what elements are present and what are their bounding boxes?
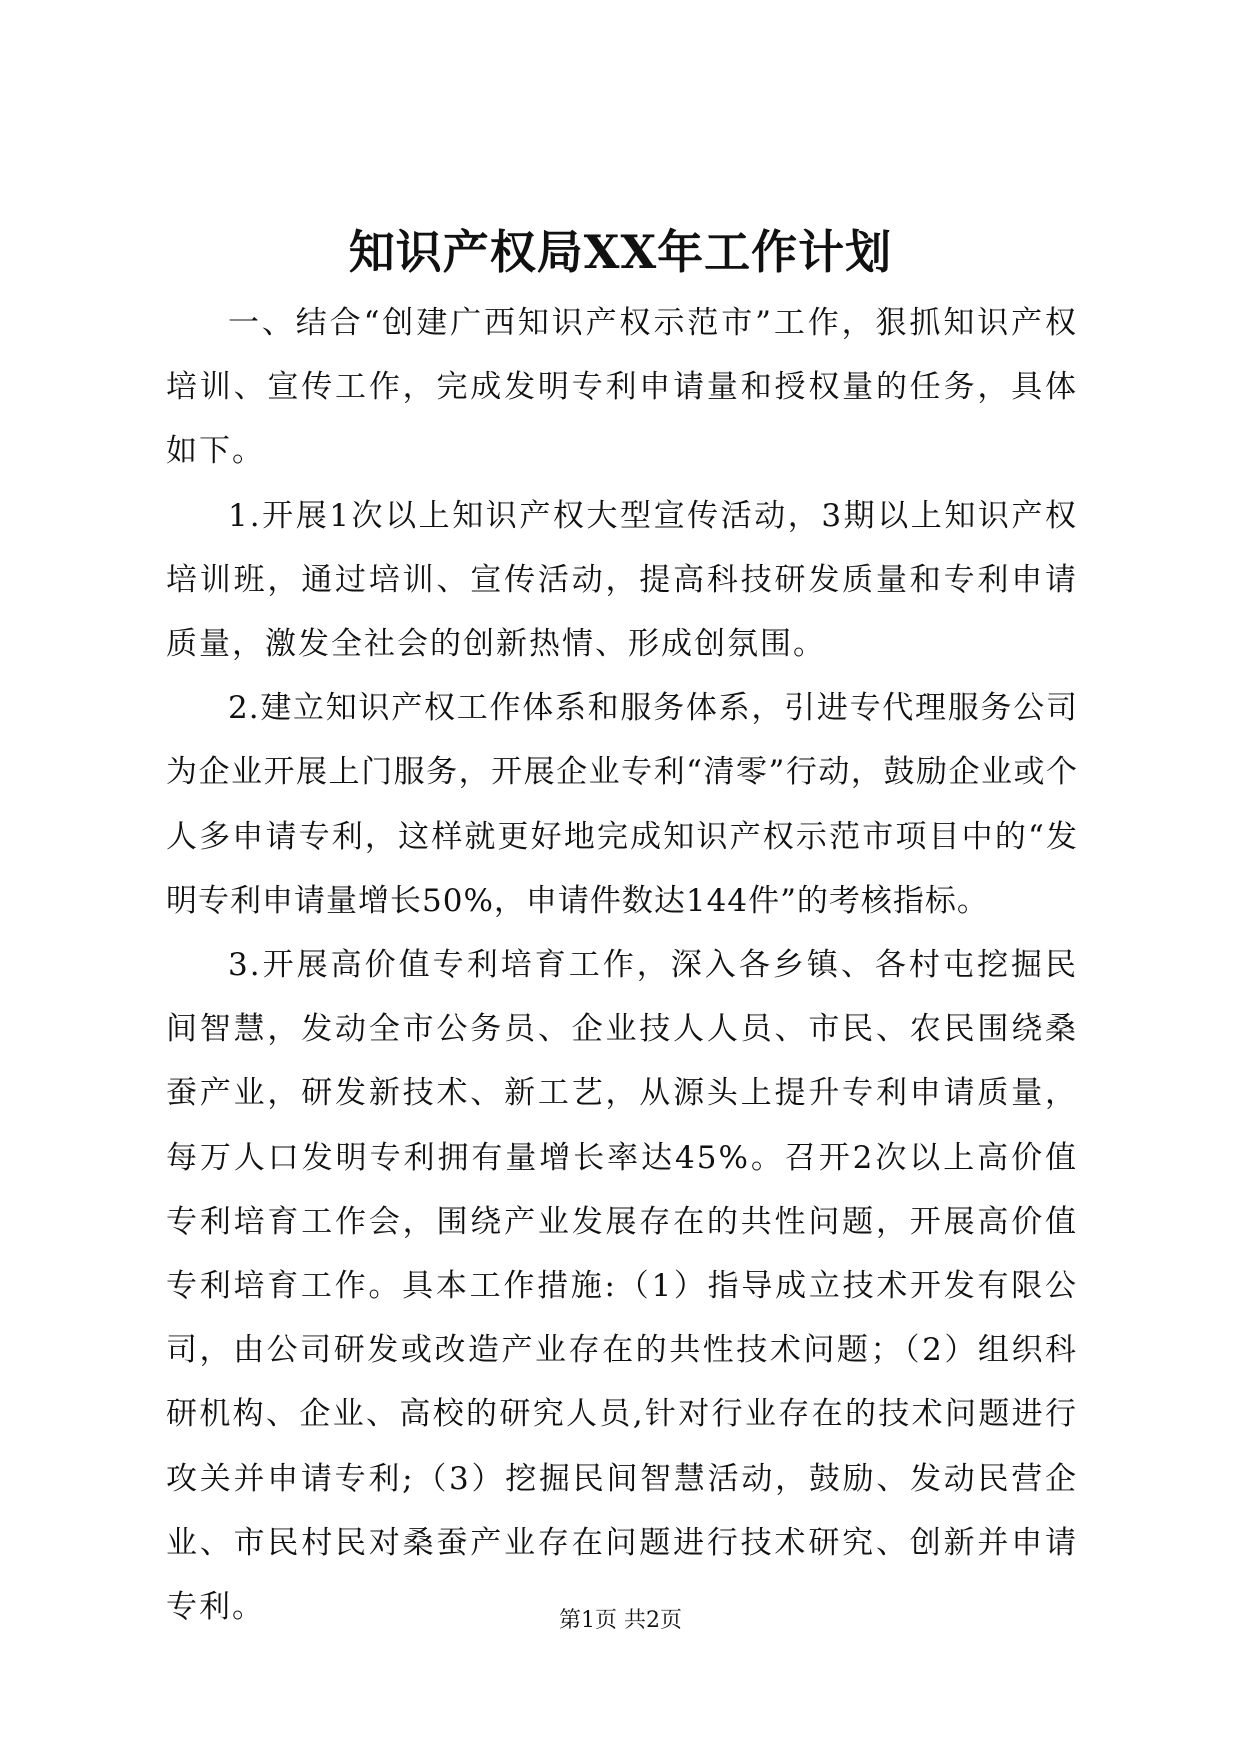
paragraph-intro: 一、结合“创建广西知识产权示范市”工作，狠抓知识产权培训、宣传工作，完成发明专利申请量和授权量的任务，具体如下。 [166,305,1078,470]
paragraph-item-1: 1.开展1次以上知识产权大型宣传活动，3期以上知识产权培训班，通过培训、宣传活动，提高科技研发质量和专利申请质量，激发全社会的创新热情、形成创氛围。 [166,497,1078,663]
paragraph-item-3: 3.开展高价值专利培育工作，深入各乡镇、各村屯挖掘民间智慧，发动全市公务员、企业技人人员、市民、农民围绕桑蚕产业，研发新技术、新工艺，从源头上提升专利申请质量，每万人口发明专利拥有量增长率达45%。召开2次以上高价值专利培育工作会，围绕产业发展存在的共性问题，开展高价值专利培育工作。具本工作措施:（1）指导成立技术开发有限公司，由公司研发或改造产业存在的共性技术问题；（2）组织科研机构、企业、高校的研究人员,针对行业存在的技术问题进行攻关并申请专利;（3）挖掘民间智慧活动，鼓励、发动民营企业、市民村民对桑蚕产业存在问题进行技术研究、创新并申请专利。 [166,947,1078,1626]
document-title: 知识产权局XX年工作计划 [348,225,893,279]
document-body [166,291,1078,1639]
paragraph-item-2: 2.建立知识产权工作体系和服务体系，引进专代理服务公司为企业开展上门服务，开展企业专利“清零”行动，鼓励企业或个人多申请专利，这样就更好地完成知识产权示范市项目中的“发明专利申请量增长50%，申请件数达144件”的考核指标。 [166,690,1078,919]
page-number-footer: 第1页 共2页 [559,1608,682,1633]
